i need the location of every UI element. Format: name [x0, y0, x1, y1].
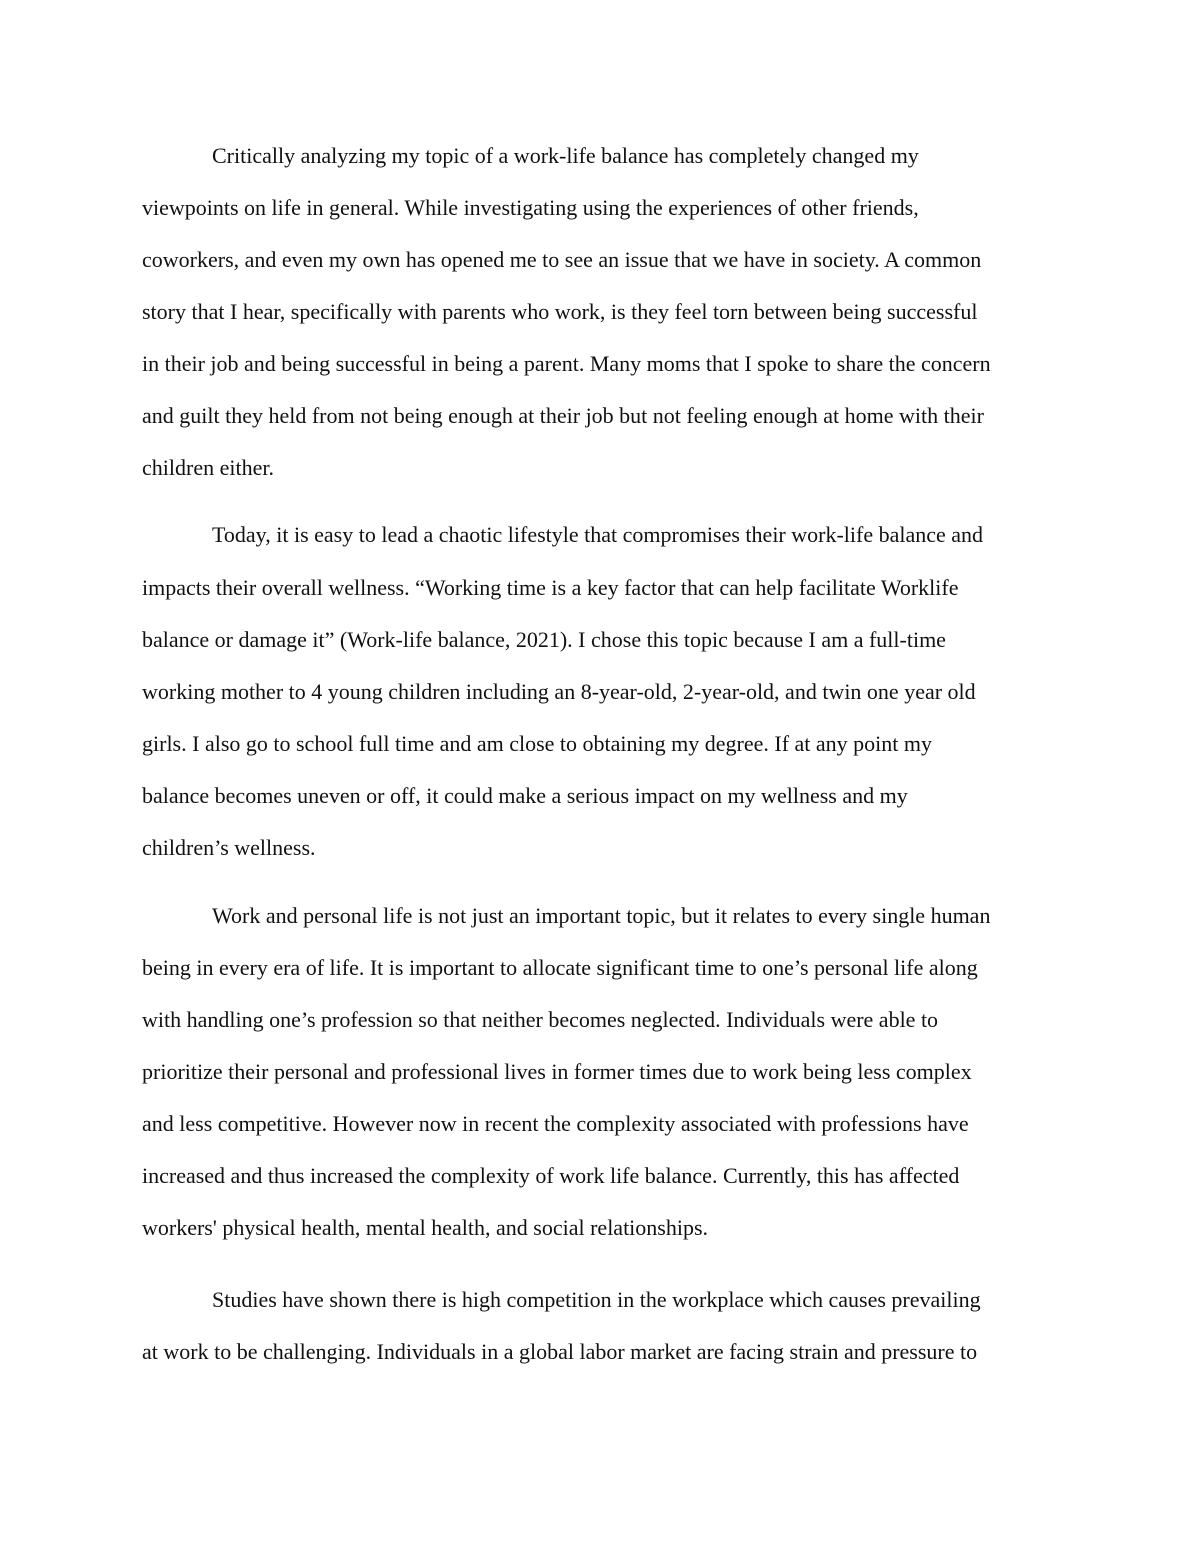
paragraph-1-line-5: in their job and being successful in being a parent. Many moms that I spoke to share the concern — [142, 351, 991, 376]
paragraph-1-line-1: Critically analyzing my topic of a work-life balance has completely changed my — [212, 143, 919, 168]
paragraph-1-line-6: and guilt they held from not being enough at their job but not feeling enough at home with their — [142, 403, 984, 428]
paragraph-3-line-4: prioritize their personal and professional lives in former times due to work being less complex — [142, 1059, 972, 1084]
paragraph-1-line-3: coworkers, and even my own has opened me to see an issue that we have in society. A common — [142, 247, 982, 272]
paragraph-3-line-1: Work and personal life is not just an important topic, but it relates to every single human — [212, 903, 991, 928]
paragraph-3-line-2: being in every era of life. It is important to allocate significant time to one’s personal life along — [142, 955, 978, 980]
paragraph-2-line-5: girls. I also go to school full time and am close to obtaining my degree. If at any point my — [142, 731, 933, 756]
paragraph-2-line-4: working mother to 4 young children including an 8-year-old, 2-year-old, and twin one year old — [142, 679, 976, 704]
paragraph-3-line-5: and less competitive. However now in recent the complexity associated with professions have — [142, 1111, 969, 1136]
paragraph-2-line-6: balance becomes uneven or off, it could make a serious impact on my wellness and my — [142, 783, 908, 808]
paragraph-1-line-2: viewpoints on life in general. While investigating using the experiences of other friends, — [142, 195, 919, 220]
paragraph-3-line-3: with handling one’s profession so that neither becomes neglected. Individuals were able to — [142, 1007, 939, 1032]
paragraph-3-line-6: increased and thus increased the complexity of work life balance. Currently, this has affected — [142, 1163, 960, 1188]
paragraph-2-line-7: children’s wellness. — [142, 835, 316, 860]
paragraph-4-line-1: Studies have shown there is high competition in the workplace which causes prevailing — [212, 1287, 981, 1312]
paragraph-3-line-7: workers' physical health, mental health, and social relationships. — [142, 1215, 709, 1240]
paragraph-1-line-4: story that I hear, specifically with parents who work, is they feel torn between being successful — [142, 299, 978, 324]
paragraph-2-line-3: balance or damage it” (Work-life balance, 2021). I chose this topic because I am a full-time — [142, 627, 946, 652]
paragraph-2-line-1: Today, it is easy to lead a chaotic lifestyle that compromises their work-life balance and — [212, 522, 984, 547]
paragraph-2-line-2: impacts their overall wellness. “Working time is a key factor that can help facilitate Worklife — [142, 575, 959, 600]
paragraph-1-line-7: children either. — [142, 455, 274, 480]
paragraph-4-line-2: at work to be challenging. Individuals in a global labor market are facing strain and pressure to — [142, 1339, 978, 1364]
